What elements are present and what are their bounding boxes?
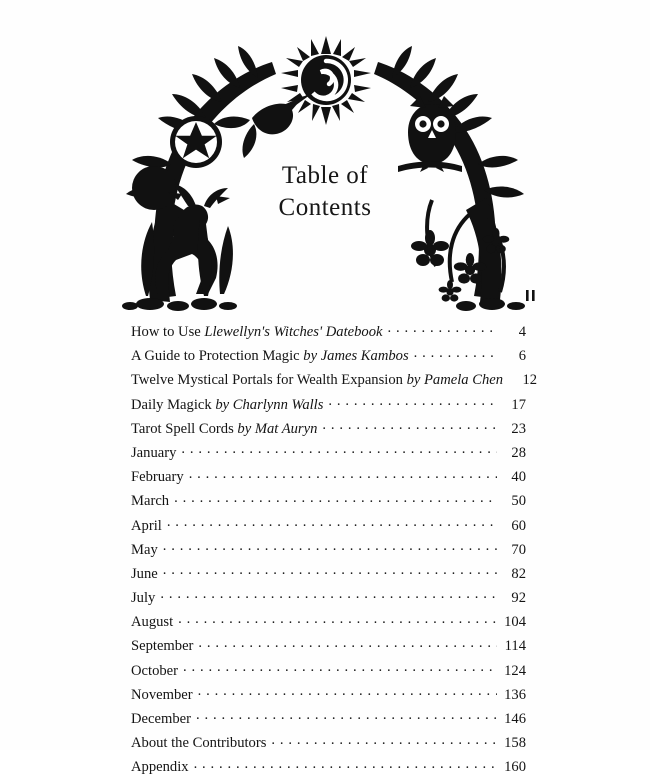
toc-entry-author: by Mat Auryn: [237, 420, 318, 437]
toc-leader-dots: [163, 540, 497, 554]
toc-entry-author: by James Kambos: [303, 348, 409, 365]
toc-entry[interactable]: [131, 685, 526, 703]
toc-entry[interactable]: [131, 370, 538, 389]
toc-entry[interactable]: [131, 733, 526, 751]
toc-entry[interactable]: [131, 443, 526, 461]
toc-page-number: 160: [504, 759, 526, 776]
toc-entry[interactable]: [131, 612, 526, 630]
toc-leader-dots: [196, 709, 497, 723]
toc-entry-title: About the Contributors: [131, 735, 267, 752]
toc-entry[interactable]: [131, 419, 526, 437]
toc-entry-title: How to Use Llewellyn's Witches' Datebook: [131, 324, 383, 340]
toc-leader-dots: [198, 685, 497, 699]
pentacle-icon: [170, 116, 222, 168]
toc-leader-dots: [178, 612, 497, 626]
toc-entry-title: November: [131, 686, 193, 703]
toc-entry-title: Appendix: [131, 759, 189, 776]
toc-leader-dots: [271, 733, 497, 747]
toc-page-number: 23: [511, 420, 526, 437]
toc-entry-title: March: [131, 493, 170, 510]
toc-entry-author: Llewellyn's Witches' Datebook: [204, 324, 383, 340]
toc-leader-dots: [198, 636, 497, 650]
toc-entry[interactable]: [131, 346, 526, 364]
toc-page-number: 104: [504, 614, 526, 631]
toc-leader-dots: [414, 346, 497, 360]
toc-entry-title: July: [131, 590, 156, 607]
title-line-1: Table of: [281, 162, 369, 189]
decorative-arch-illustration: [0, 14, 650, 314]
toc-leader-dots: [163, 564, 497, 578]
toc-entry-title: June: [131, 565, 158, 582]
toc-leader-dots: [328, 395, 497, 409]
toc-entry-title: April: [131, 517, 162, 534]
toc-entry[interactable]: [131, 709, 526, 727]
toc-entry[interactable]: [131, 467, 526, 485]
toc-entry-title: Tarot Spell Cords by Mat Auryn: [131, 420, 318, 437]
toc-entry-title: August: [131, 614, 174, 631]
toc-entry-title: September: [131, 638, 194, 655]
toc-leader-dots: [189, 467, 497, 481]
toc-entry[interactable]: [131, 757, 526, 775]
right-arch-branch: [374, 46, 535, 311]
toc-entry[interactable]: [131, 322, 526, 340]
toc-leader-dots: [174, 491, 497, 505]
toc-leader-dots: [322, 419, 497, 433]
toc-entry[interactable]: [131, 661, 526, 679]
toc-entry[interactable]: [131, 636, 526, 654]
moon-orb-icon: [132, 166, 176, 210]
toc-leader-dots: [167, 516, 497, 530]
toc-page-number: 40: [511, 469, 526, 486]
toc-page-number: 82: [511, 565, 526, 582]
toc-entry-title: December: [131, 711, 191, 727]
toc-entry-author: by Pamela Chen: [406, 372, 504, 389]
toc-entry-title: A Guide to Protection Magic by James Kambos: [131, 348, 409, 365]
toc-entry[interactable]: [131, 588, 526, 606]
toc-page-number: 12: [522, 372, 538, 389]
toc-entry[interactable]: [131, 395, 526, 413]
toc-entry-title: Daily Magick by Charlynn Walls: [131, 396, 324, 413]
toc-leader-dots: [183, 661, 497, 675]
title-line-2: Contents: [278, 193, 372, 221]
toc-page-number: 6: [518, 348, 526, 365]
toc-page-number: 136: [504, 686, 526, 703]
toc-page-number: 92: [511, 590, 526, 607]
toc-page-number: 70: [511, 541, 526, 558]
toc-entry[interactable]: [131, 540, 526, 558]
toc-page-number: 158: [504, 735, 526, 752]
toc-entry-author: by Charlynn Walls: [215, 396, 324, 413]
toc-page-number: 50: [511, 493, 526, 510]
sun-icon: [281, 36, 371, 125]
toc-leader-dots: [181, 443, 497, 457]
toc-leader-dots: [194, 757, 497, 771]
ground-stones: [122, 298, 237, 311]
toc-page-number: 60: [511, 517, 526, 534]
toc-page-number: 28: [511, 444, 526, 461]
toc-entry[interactable]: [131, 516, 526, 534]
toc-leader-dots: [160, 588, 497, 602]
owl-icon: [408, 96, 456, 172]
toc-entry-title: Twelve Mystical Portals for Wealth Expansion by Pamela Chen: [131, 372, 504, 389]
toc-entry-title: January: [131, 444, 177, 461]
toc-page-number: 4: [518, 324, 526, 340]
table-of-contents: [131, 322, 538, 782]
toc-page-number: 146: [504, 711, 526, 727]
toc-entry[interactable]: [131, 491, 526, 509]
toc-page-number: 124: [504, 662, 526, 679]
toc-page-number: 114: [504, 638, 526, 655]
toc-leader-dots: [387, 322, 497, 336]
toc-page-number: 17: [511, 396, 526, 413]
toc-entry-title: May: [131, 541, 158, 558]
toc-entry[interactable]: [131, 564, 526, 582]
toc-entry-title: October: [131, 662, 179, 679]
left-arch-branch: [122, 46, 314, 311]
toc-entry-title: February: [131, 469, 184, 486]
